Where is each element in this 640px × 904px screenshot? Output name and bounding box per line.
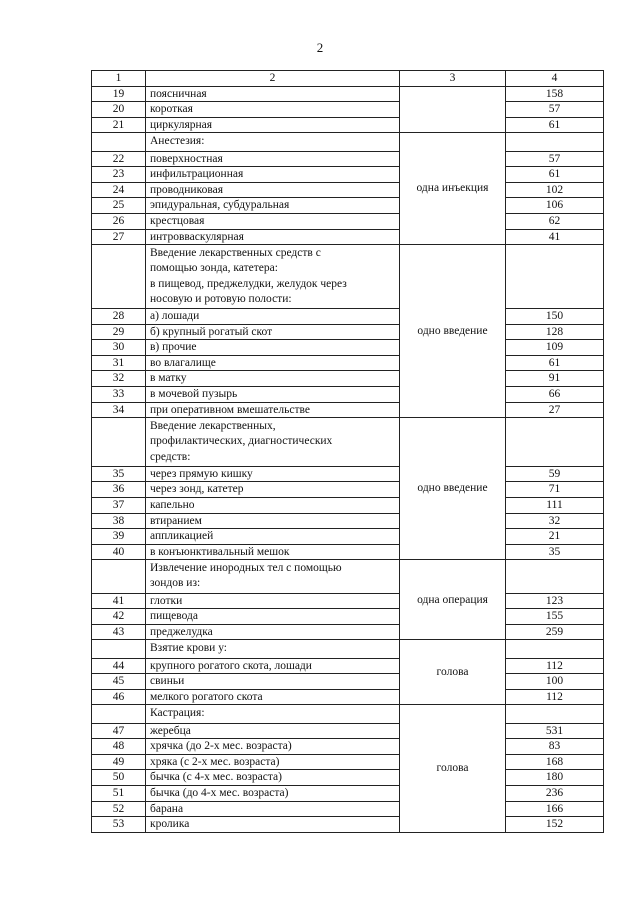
table-row bbox=[92, 497, 604, 513]
service-price: 57 bbox=[506, 151, 604, 167]
row-number: 23 bbox=[92, 167, 146, 183]
row-number: 49 bbox=[92, 754, 146, 770]
service-price: 158 bbox=[506, 86, 604, 102]
unit-cell: одна операция bbox=[400, 560, 506, 640]
table-row bbox=[92, 482, 604, 498]
row-number: 42 bbox=[92, 609, 146, 625]
unit-cell: одно введение bbox=[400, 418, 506, 560]
section-title bbox=[146, 245, 400, 309]
service-price: 112 bbox=[506, 658, 604, 674]
service-name: мелкого рогатого скота bbox=[146, 689, 400, 705]
section-price-cell bbox=[506, 133, 604, 151]
section-title-line: Введение лекарственных, bbox=[150, 420, 276, 433]
section-num-cell bbox=[92, 245, 146, 309]
section-title bbox=[146, 640, 400, 658]
service-name: в) прочие bbox=[146, 340, 400, 356]
section-title bbox=[146, 560, 400, 593]
service-price: 180 bbox=[506, 770, 604, 786]
table-row bbox=[92, 754, 604, 770]
table-row bbox=[92, 609, 604, 625]
service-name: поверхностная bbox=[146, 151, 400, 167]
service-name: инфильтрационная bbox=[146, 167, 400, 183]
table-row bbox=[92, 513, 604, 529]
table-row bbox=[92, 529, 604, 545]
row-number: 29 bbox=[92, 324, 146, 340]
table-row bbox=[92, 102, 604, 118]
service-price: 83 bbox=[506, 739, 604, 755]
service-price: 168 bbox=[506, 754, 604, 770]
header-col-1: 1 bbox=[92, 71, 146, 87]
section-price-cell bbox=[506, 640, 604, 658]
table-row bbox=[92, 689, 604, 705]
section-row bbox=[92, 245, 604, 309]
service-price: 27 bbox=[506, 402, 604, 418]
section-title bbox=[146, 418, 400, 467]
service-name: крестцовая bbox=[146, 213, 400, 229]
service-name: циркулярная bbox=[146, 117, 400, 133]
service-price: 66 bbox=[506, 386, 604, 402]
service-name: в мочевой пузырь bbox=[146, 386, 400, 402]
service-price: 166 bbox=[506, 801, 604, 817]
service-name: барана bbox=[146, 801, 400, 817]
service-name: короткая bbox=[146, 102, 400, 118]
section-title-line: Извлечение инородных тел с помощью bbox=[150, 562, 342, 575]
row-number: 19 bbox=[92, 86, 146, 102]
section-row bbox=[92, 418, 604, 467]
section-title-line: в пищевод, преджелудки, желудок через bbox=[150, 277, 347, 290]
table-row bbox=[92, 402, 604, 418]
section-title bbox=[146, 705, 400, 723]
service-name: эпидуральная, субдуральная bbox=[146, 198, 400, 214]
section-title-line: зондов из: bbox=[150, 577, 201, 590]
header-col-3: 3 bbox=[400, 71, 506, 87]
service-name: бычка (с 4-х мес. возраста) bbox=[146, 770, 400, 786]
row-number: 21 bbox=[92, 117, 146, 133]
table-row bbox=[92, 723, 604, 739]
service-price: 236 bbox=[506, 786, 604, 802]
table-row bbox=[92, 117, 604, 133]
row-number: 32 bbox=[92, 371, 146, 387]
row-number: 39 bbox=[92, 529, 146, 545]
row-number: 41 bbox=[92, 593, 146, 609]
service-name: а) лошади bbox=[146, 308, 400, 324]
service-price: 21 bbox=[506, 529, 604, 545]
section-title-line: носовую и ротовую полости: bbox=[150, 292, 292, 305]
service-price: 123 bbox=[506, 593, 604, 609]
row-number: 44 bbox=[92, 658, 146, 674]
table-row bbox=[92, 182, 604, 198]
service-name: кролика bbox=[146, 817, 400, 833]
row-number: 53 bbox=[92, 817, 146, 833]
table-row bbox=[92, 324, 604, 340]
service-price: 61 bbox=[506, 355, 604, 371]
table-row bbox=[92, 86, 604, 102]
table-header-row bbox=[92, 71, 604, 87]
service-name: хрячка (до 2-х мес. возраста) bbox=[146, 739, 400, 755]
row-number: 31 bbox=[92, 355, 146, 371]
table-row bbox=[92, 817, 604, 833]
table-row bbox=[92, 624, 604, 640]
table-row bbox=[92, 151, 604, 167]
row-number: 40 bbox=[92, 544, 146, 560]
table-row bbox=[92, 213, 604, 229]
table-row bbox=[92, 658, 604, 674]
section-price-cell bbox=[506, 245, 604, 309]
table-row bbox=[92, 770, 604, 786]
service-name: хряка (с 2-х мес. возраста) bbox=[146, 754, 400, 770]
service-name: втиранием bbox=[146, 513, 400, 529]
service-price: 128 bbox=[506, 324, 604, 340]
row-number: 24 bbox=[92, 182, 146, 198]
section-num-cell bbox=[92, 560, 146, 593]
row-number: 52 bbox=[92, 801, 146, 817]
service-price: 91 bbox=[506, 371, 604, 387]
table-row bbox=[92, 308, 604, 324]
section-num-cell bbox=[92, 133, 146, 151]
row-number: 34 bbox=[92, 402, 146, 418]
table-row bbox=[92, 786, 604, 802]
table-row bbox=[92, 340, 604, 356]
section-row bbox=[92, 133, 604, 151]
header-col-2: 2 bbox=[146, 71, 400, 87]
section-price-cell bbox=[506, 705, 604, 723]
unit-cell bbox=[400, 86, 506, 133]
section-title-line: Кастрация: bbox=[150, 707, 205, 720]
service-price: 111 bbox=[506, 497, 604, 513]
row-number: 35 bbox=[92, 466, 146, 482]
service-price: 150 bbox=[506, 308, 604, 324]
service-price: 152 bbox=[506, 817, 604, 833]
table-row bbox=[92, 355, 604, 371]
row-number: 30 bbox=[92, 340, 146, 356]
page-number: 2 bbox=[316, 40, 324, 55]
service-price: 155 bbox=[506, 609, 604, 625]
unit-cell: одна инъекция bbox=[400, 133, 506, 245]
row-number: 48 bbox=[92, 739, 146, 755]
row-number: 20 bbox=[92, 102, 146, 118]
section-title-line: Введение лекарственных средств с bbox=[150, 247, 321, 260]
service-name: во влагалище bbox=[146, 355, 400, 371]
table-row bbox=[92, 593, 604, 609]
service-name: в конъюнктивальный мешок bbox=[146, 544, 400, 560]
service-price: 71 bbox=[506, 482, 604, 498]
section-row bbox=[92, 640, 604, 658]
service-name: через прямую кишку bbox=[146, 466, 400, 482]
service-price: 109 bbox=[506, 340, 604, 356]
service-name: свиньи bbox=[146, 674, 400, 690]
row-number: 33 bbox=[92, 386, 146, 402]
service-name: в матку bbox=[146, 371, 400, 387]
section-num-cell bbox=[92, 640, 146, 658]
section-price-cell bbox=[506, 560, 604, 593]
table-row bbox=[92, 229, 604, 245]
row-number: 37 bbox=[92, 497, 146, 513]
table-row bbox=[92, 544, 604, 560]
section-num-cell bbox=[92, 418, 146, 467]
service-price: 32 bbox=[506, 513, 604, 529]
unit-cell: голова bbox=[400, 640, 506, 705]
service-name: капельно bbox=[146, 497, 400, 513]
row-number: 22 bbox=[92, 151, 146, 167]
row-number: 43 bbox=[92, 624, 146, 640]
table-row bbox=[92, 167, 604, 183]
section-title bbox=[146, 133, 400, 151]
service-price: 100 bbox=[506, 674, 604, 690]
unit-cell: голова bbox=[400, 705, 506, 832]
service-name: глотки bbox=[146, 593, 400, 609]
service-name: проводниковая bbox=[146, 182, 400, 198]
table-row bbox=[92, 386, 604, 402]
service-price: 106 bbox=[506, 198, 604, 214]
service-price: 59 bbox=[506, 466, 604, 482]
service-price: 102 bbox=[506, 182, 604, 198]
service-name: при оперативном вмешательстве bbox=[146, 402, 400, 418]
row-number: 45 bbox=[92, 674, 146, 690]
unit-cell: одно введение bbox=[400, 245, 506, 418]
section-title-line: помощью зонда, катетера: bbox=[150, 262, 278, 275]
service-price: 531 bbox=[506, 723, 604, 739]
service-name: интровваскулярная bbox=[146, 229, 400, 245]
service-name: крупного рогатого скота, лошади bbox=[146, 658, 400, 674]
row-number: 46 bbox=[92, 689, 146, 705]
service-name: бычка (до 4-х мес. возраста) bbox=[146, 786, 400, 802]
row-number: 27 bbox=[92, 229, 146, 245]
section-row bbox=[92, 705, 604, 723]
row-number: 36 bbox=[92, 482, 146, 498]
service-price: 259 bbox=[506, 624, 604, 640]
service-price: 35 bbox=[506, 544, 604, 560]
service-name: поясничная bbox=[146, 86, 400, 102]
table-row bbox=[92, 739, 604, 755]
service-price: 61 bbox=[506, 117, 604, 133]
service-price: 61 bbox=[506, 167, 604, 183]
row-number: 51 bbox=[92, 786, 146, 802]
table-row bbox=[92, 801, 604, 817]
table-row bbox=[92, 674, 604, 690]
section-title-line: профилактических, диагностических bbox=[150, 435, 333, 448]
section-title-line: Анестезия: bbox=[150, 135, 205, 148]
service-price: 112 bbox=[506, 689, 604, 705]
section-num-cell bbox=[92, 705, 146, 723]
table-row bbox=[92, 466, 604, 482]
section-title-line: Взятие крови у: bbox=[150, 642, 228, 655]
section-price-cell bbox=[506, 418, 604, 467]
service-price: 62 bbox=[506, 213, 604, 229]
service-name: аппликацией bbox=[146, 529, 400, 545]
price-table bbox=[91, 70, 604, 833]
section-row bbox=[92, 560, 604, 593]
service-name: жеребца bbox=[146, 723, 400, 739]
service-price: 41 bbox=[506, 229, 604, 245]
service-price: 57 bbox=[506, 102, 604, 118]
service-name: б) крупный рогатый скот bbox=[146, 324, 400, 340]
service-name: преджелудка bbox=[146, 624, 400, 640]
row-number: 25 bbox=[92, 198, 146, 214]
row-number: 28 bbox=[92, 308, 146, 324]
header-col-4: 4 bbox=[506, 71, 604, 87]
section-title-line: средств: bbox=[150, 450, 191, 463]
table-row bbox=[92, 371, 604, 387]
service-name: пищевода bbox=[146, 609, 400, 625]
row-number: 47 bbox=[92, 723, 146, 739]
service-name: через зонд, катетер bbox=[146, 482, 400, 498]
row-number: 38 bbox=[92, 513, 146, 529]
table-row bbox=[92, 198, 604, 214]
row-number: 50 bbox=[92, 770, 146, 786]
row-number: 26 bbox=[92, 213, 146, 229]
